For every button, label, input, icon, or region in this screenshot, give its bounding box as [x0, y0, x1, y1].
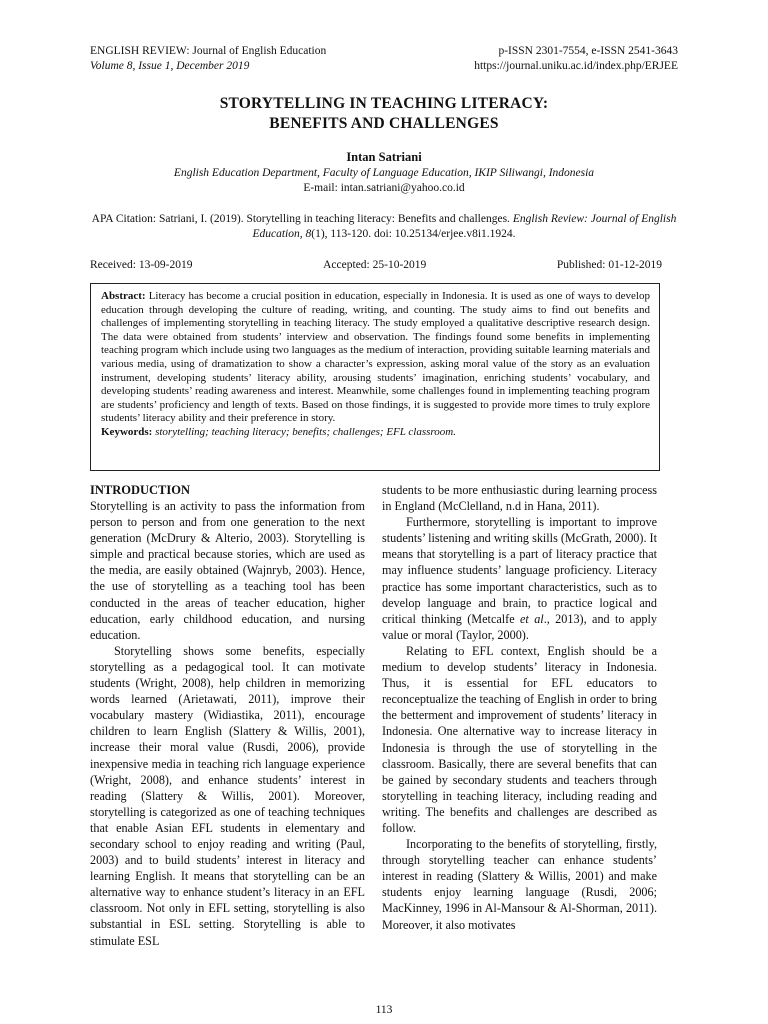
journal-url[interactable]: https://journal.uniku.ac.id/index.php/ERJEE — [474, 60, 678, 72]
author-email[interactable]: E-mail: intan.satriani@yahoo.co.id — [303, 182, 465, 194]
accepted-date: Accepted: 25-10-2019 — [323, 259, 427, 271]
title-line-2: BENEFITS AND CHALLENGES — [269, 115, 499, 132]
keywords — [101, 426, 650, 440]
et-al: et al — [520, 611, 544, 626]
author-name: Intan Satriani — [346, 150, 422, 164]
paragraph-text: ., 2013), and to apply value or moral (Taylor, 2000). — [382, 611, 657, 642]
article-dates — [90, 259, 662, 271]
abstract-text — [101, 290, 650, 426]
abstract-body: Literacy has become a crucial position in education, especially in Indonesia. It is used as one of ways to develop education through developing the culture of reading, writing, and counting. The study aims to find out benefits and challenges of implementing storytelling in teaching literacy. The study employed a qualitative descriptive research design. The data were obtained from students’ interview and observation. The findings found some benefits in implementing teaching program which include using two languages as the medium of interaction, providing suitable learning materials and various media, using of dramatization to show a character’s expression, asking moral value of the story as an evaluation instrument, developing students’ literacy ability, arousing students’ imagination, enriching students’ vocabulary, and developing students’ reading awareness and interest. Meanwhile, some challenges found in implementing teaching program are students’ proficiency and length of texts. Based on those findings, it is suggested to provide more times to truly explore students’ literacy ability and their preference in story. — [101, 290, 650, 425]
received-date: Received: 13-09-2019 — [90, 259, 193, 271]
citation-journal: English Review: Journal of English Education, 8 — [252, 213, 677, 240]
section-heading-introduction: INTRODUCTION — [90, 483, 191, 497]
page-number: 113 — [375, 1004, 393, 1016]
left-column — [90, 482, 365, 949]
paragraph: Storytelling is an activity to pass the information from person to person and from one generation to the next generation (McDrury & Alterio, 2003). Storytelling is simple and practical because stories, which are used as the media, are easily obtained (Wajnryb, 2003). Hence, the use of storytelling as a teaching tool has been conducted in the areas of teacher education, higher education, early childhood education, and nursing education. — [90, 499, 365, 642]
paragraph-text: Furthermore, storytelling is important to improve students’ listening and writing skills (McGrath, 2000). It means that storytelling is a part of literacy practice that may influence students’ language proficiency. Literacy practice has some important characteristics, such as to develop language and brain, to practice logical and critical thinking (Metcalfe — [382, 515, 657, 626]
journal-name: ENGLISH REVIEW: Journal of English Education — [90, 45, 327, 57]
paper-title — [0, 94, 768, 134]
paragraph: Storytelling shows some benefits, especially storytelling as a pedagogical tool. It can motivate students (Wright, 2008), help children in memorizing words learned (Arietawati, 2011), improve their vocabulary mastery (Widiastika, 2011), encourage children to learn English (Slattery & Willis, 2001), increase their moral value (Rusdi, 2006), provide inexpensive media in teaching rich language experience (Wright, 2008), and enhance students’ interest in reading (Slattery & Willis, 2001). Moreover, storytelling is categorized as one of teaching techniques that enable Asian EFL students in elementary and secondary school to enjoy reading and writing (Paul, 2003) and to build students’ interest in literacy and learning English. It means that storytelling can be an alternative way to enhance student’s literacy in an EFL classroom. Not only in EFL setting, storytelling is also substantial in ESL setting. Storytelling is able to stimulate ESL — [90, 643, 365, 948]
published-date: Published: 01-12-2019 — [556, 259, 662, 271]
paragraph: Incorporating to the benefits of storytelling, firstly, through storytelling teacher can enhance students’ interest in reading (Slattery & Willis, 2001) and make students enjoy learning language (Rusdi, 2006; MacKinney, 1996 in Al-Mansour & Al-Shorman, 2011). Moreover, it also motivates — [382, 837, 657, 932]
right-column — [382, 482, 657, 933]
running-header-left — [90, 44, 326, 74]
paragraph: Relating to EFL context, English should be a medium to develop students’ literacy in Indonesia. Thus, it is essential for EFL educators to reconceptualize the teaching of English in order to bring the betterment and improvement of students’ literacy in Indonesia. One alternative way to increase literacy in Indonesia is through the use of storytelling in the classroom. Basically, there are several benefits that can be gained by secondary students and teachers through storytelling in teaching literacy, including reading and writing. The benefits and challenges are described as follow. — [382, 643, 657, 835]
keywords-list: storytelling; teaching literacy; benefits; challenges; EFL classroom. — [152, 425, 456, 438]
title-line-1: STORYTELLING IN TEACHING LITERACY: — [219, 95, 549, 112]
author-block — [0, 166, 768, 196]
volume-issue: Volume 8, Issue 1, December 2019 — [90, 60, 250, 72]
issn: p-ISSN 2301-7554, e-ISSN 2541-3643 — [498, 45, 678, 57]
paragraph: students to be more enthusiastic during learning process in England (McClelland, n.d in Hana, 2011). — [382, 483, 657, 514]
running-header-right — [474, 44, 678, 74]
keywords-label: Keywords: — [101, 425, 153, 438]
paragraph — [382, 514, 657, 643]
citation-prefix: APA Citation: Satriani, I. (2019). Storytelling in teaching literacy: Benefits and challenges. — [91, 213, 513, 225]
apa-citation — [90, 212, 678, 242]
abstract-label: Abstract: — [101, 290, 146, 302]
author-affiliation: English Education Department, Faculty of Language Education, IKIP Siliwangi, Indonesia — [173, 167, 595, 179]
abstract-box — [90, 283, 660, 471]
citation-suffix: (1), 113-120. doi: 10.25134/erjee.v8i1.1924. — [311, 228, 516, 240]
